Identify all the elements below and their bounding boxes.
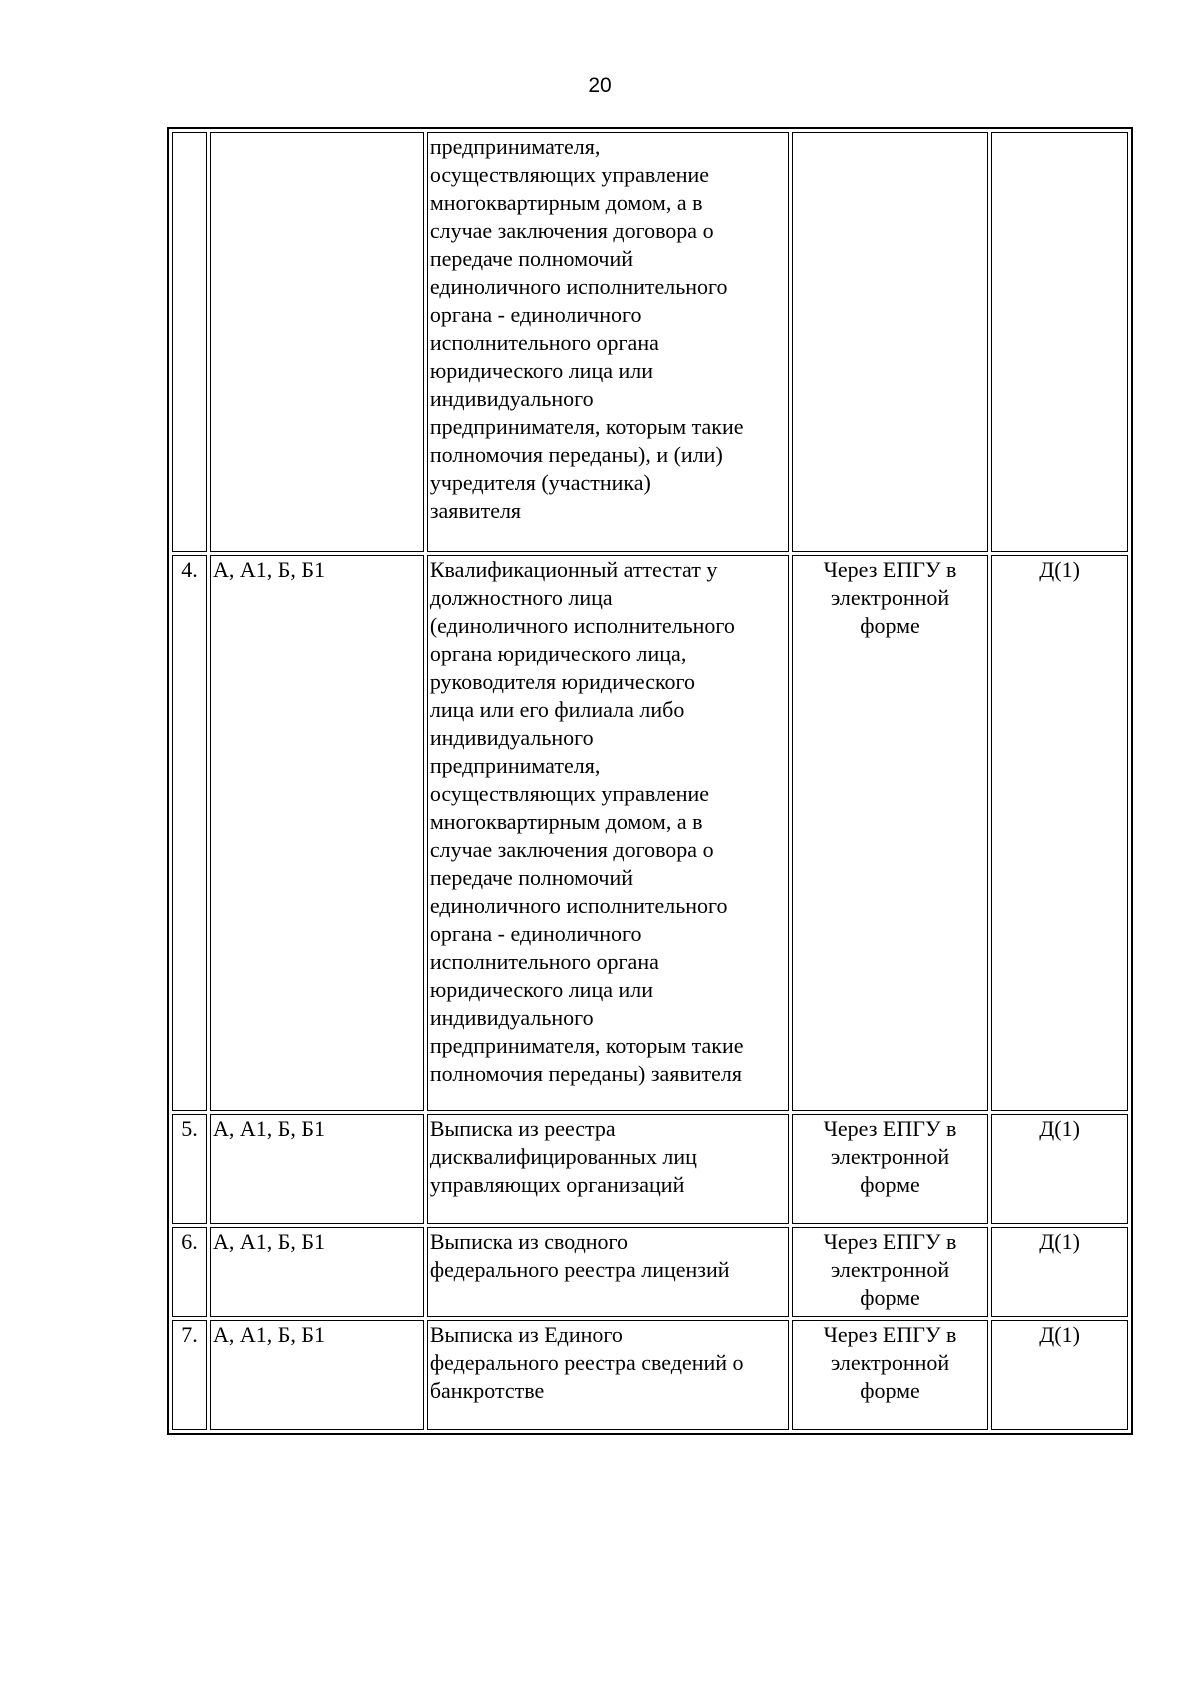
- categories-cell: А, А1, Б, Б1: [210, 1320, 424, 1430]
- categories-cell: [210, 132, 424, 552]
- code-cell: Д(1): [991, 555, 1128, 1111]
- categories-cell: А, А1, Б, Б1: [210, 555, 424, 1111]
- row-number-cell: [172, 132, 207, 552]
- submission-method-cell: Через ЕПГУ в электронной форме: [792, 1320, 988, 1430]
- page-number: 20: [588, 74, 612, 97]
- row-number-cell: 7.: [172, 1320, 207, 1430]
- categories-cell: А, А1, Б, Б1: [210, 1114, 424, 1224]
- code-cell: Д(1): [991, 1320, 1128, 1430]
- documents-table: [167, 127, 1133, 1435]
- table-row: [172, 132, 1128, 552]
- row-number-cell: 4.: [172, 555, 207, 1111]
- submission-method-cell: [792, 132, 988, 552]
- code-cell: [991, 132, 1128, 552]
- document-cell: Квалификационный аттестат у должностного лица (единоличного исполнительного органа юридического лица, руководителя юридического лица или его филиала либо индивидуального предпринимателя, осуществляющих управление многоквартирным домом, а в случае заключения договора о передаче полномочий единоличного исполнительного органа - единоличного исполнительного органа юридического лица или индивидуального предпринимателя, которым такие полномочия переданы) заявителя: [427, 555, 789, 1111]
- submission-method-cell: Через ЕПГУ в электронной форме: [792, 1227, 988, 1317]
- row-number-cell: 6.: [172, 1227, 207, 1317]
- code-cell: Д(1): [991, 1227, 1128, 1317]
- row-number-cell: 5.: [172, 1114, 207, 1224]
- table-row: [172, 1320, 1128, 1430]
- document-cell: предпринимателя, осуществляющих управление многоквартирным домом, а в случае заключения договора о передаче полномочий единоличного исполнительного органа - единоличного исполнительного органа юридического лица или индивидуального предпринимателя, которым такие полномочия переданы), и (или) учредителя (участника) заявителя: [427, 132, 789, 552]
- document-cell: Выписка из Единого федерального реестра сведений о банкротстве: [427, 1320, 789, 1430]
- code-cell: Д(1): [991, 1114, 1128, 1224]
- document-cell: Выписка из реестра дисквалифицированных лиц управляющих организаций: [427, 1114, 789, 1224]
- document-cell: Выписка из сводного федерального реестра лицензий: [427, 1227, 789, 1317]
- submission-method-cell: Через ЕПГУ в электронной форме: [792, 555, 988, 1111]
- table-row: [172, 1227, 1128, 1317]
- categories-cell: А, А1, Б, Б1: [210, 1227, 424, 1317]
- table-row: [172, 555, 1128, 1111]
- table-row: [172, 1114, 1128, 1224]
- submission-method-cell: Через ЕПГУ в электронной форме: [792, 1114, 988, 1224]
